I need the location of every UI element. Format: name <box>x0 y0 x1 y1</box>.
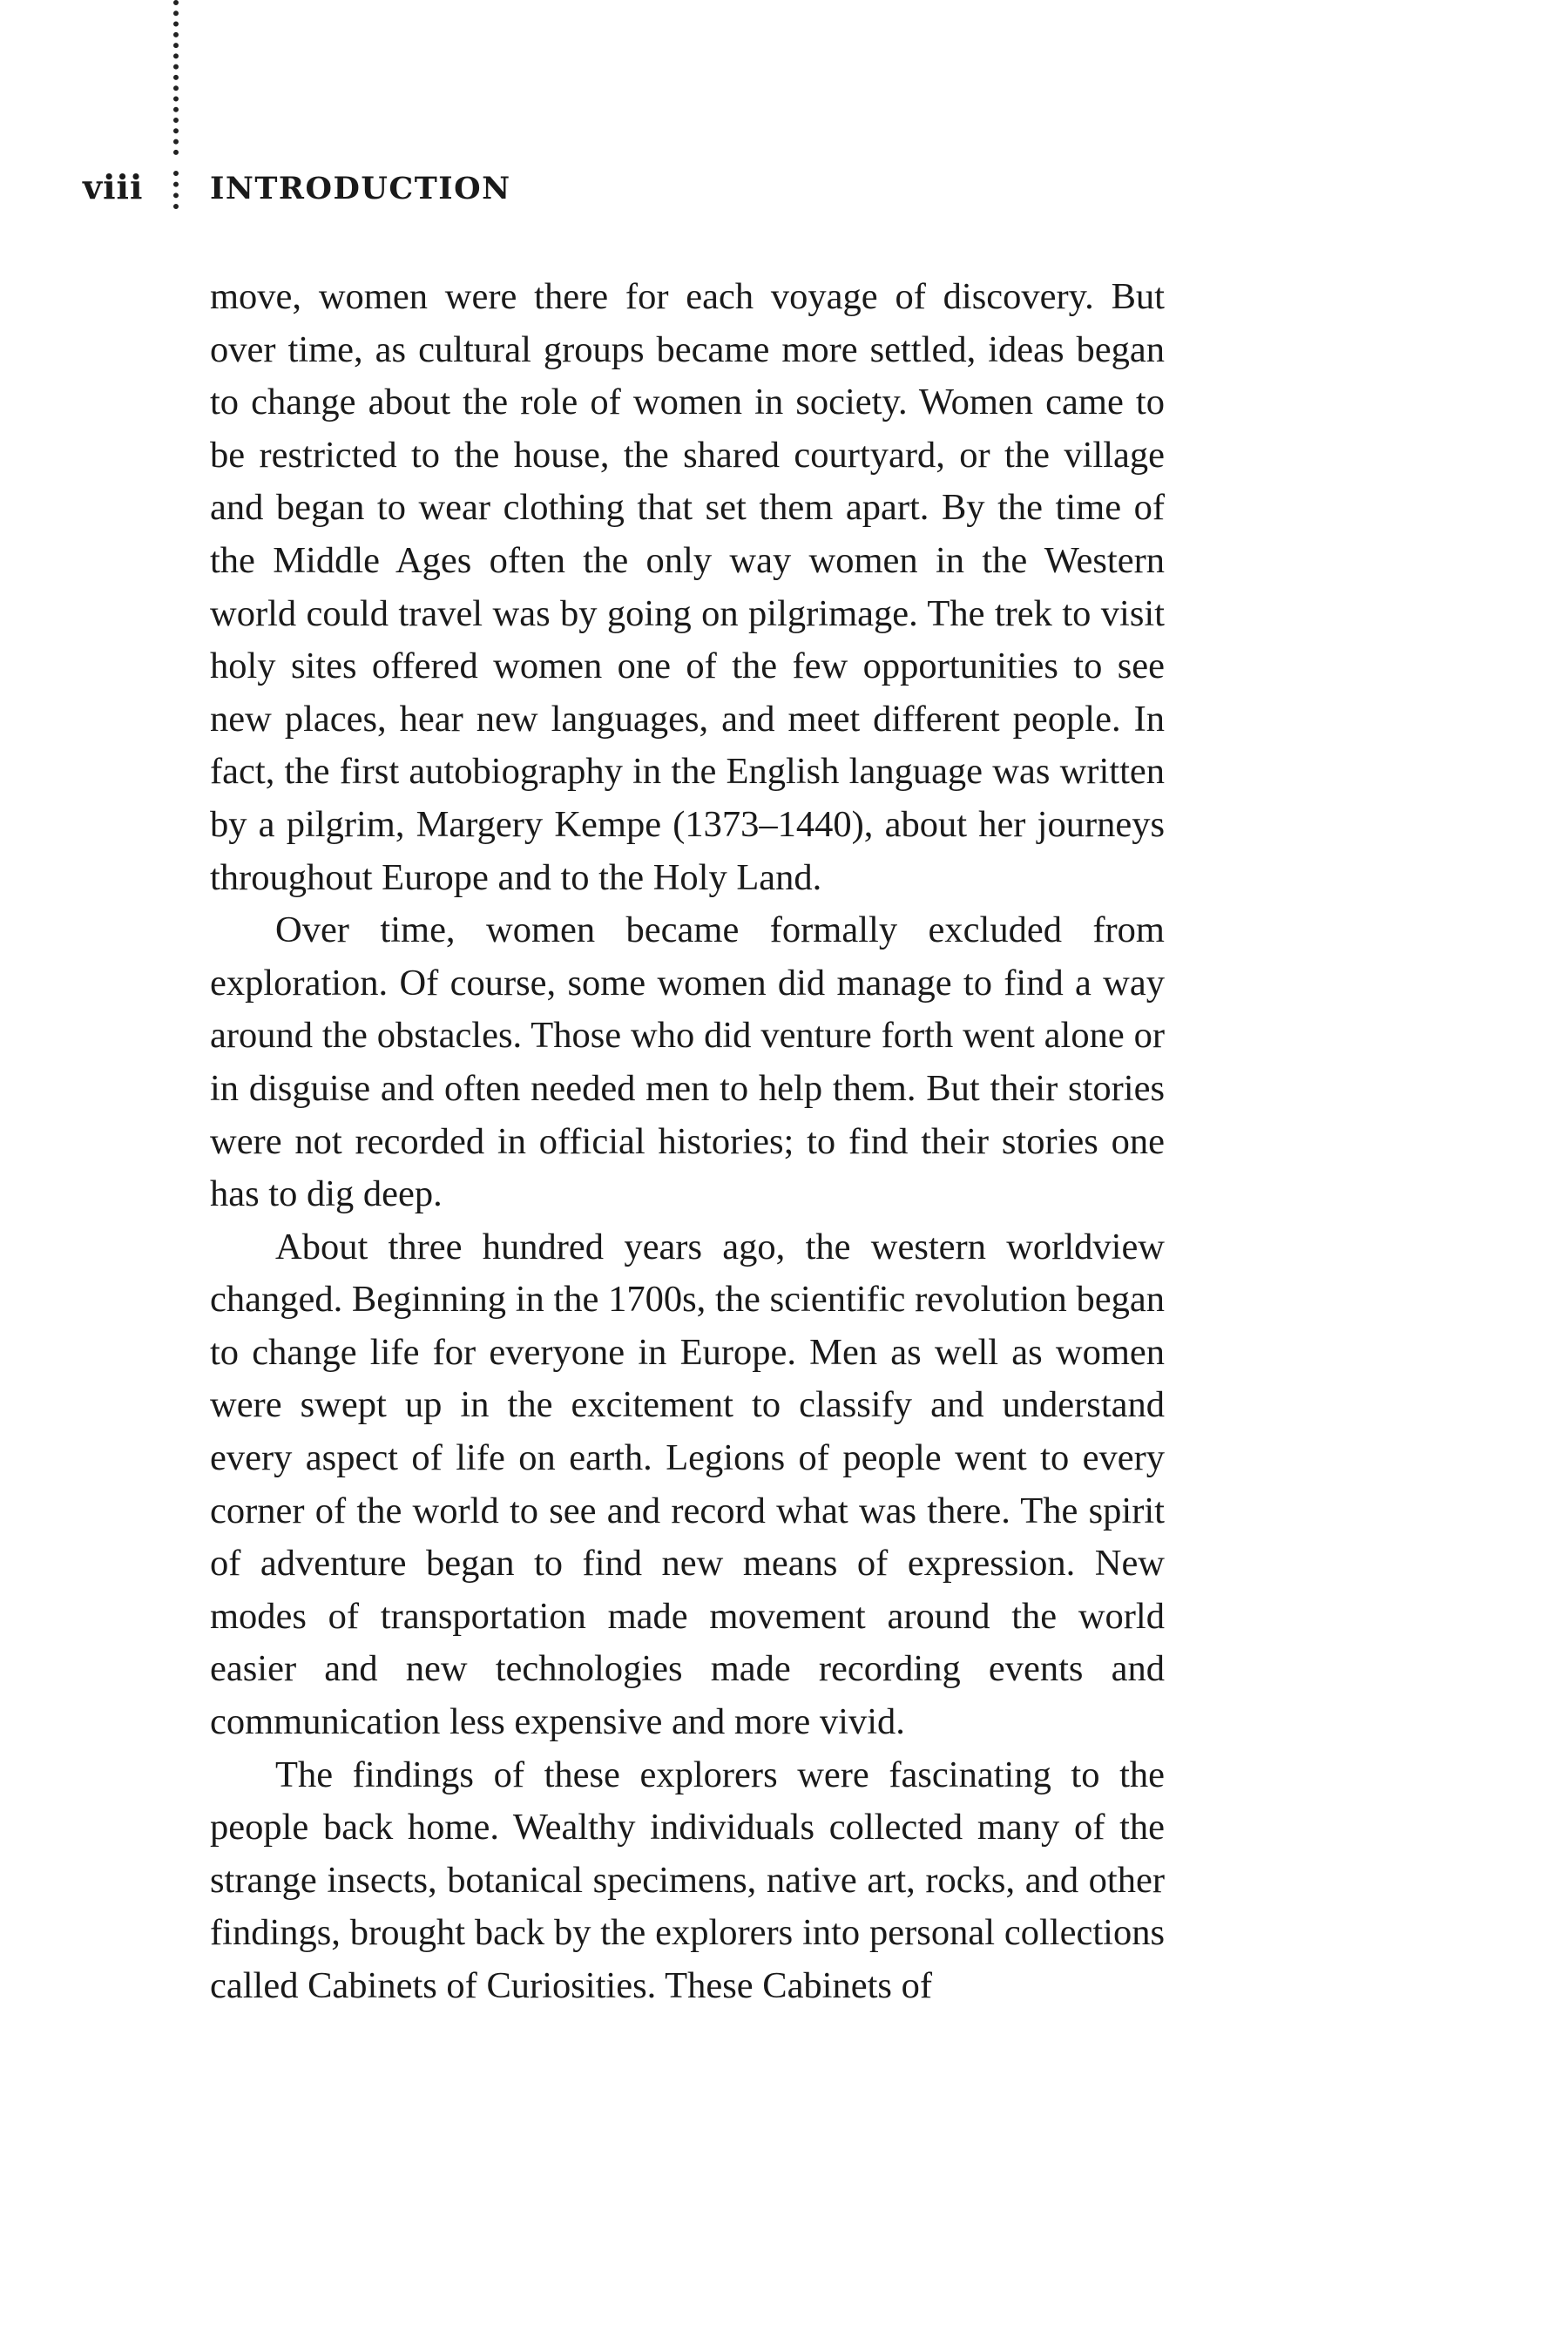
paragraph-3: About three hundred years ago, the western worldview changed. Beginning in the 1700s, the scientific revolution began to change life for everyone in Europe. Men as well as women were swept up in the excitement to classify and understand every aspect of life on earth. Legions of people went to every corner of the world to see and record what was there. The spirit of adventure began to find new means of expression. New modes of transportation made movement around the world easier and new technologies made recording events and communication less expensive and more vivid. <box>210 1226 1165 1743</box>
running-head: INTRODUCTION <box>210 171 511 206</box>
paragraph-4: The findings of these explorers were fascinating to the people back home. Wealthy individuals collected many of the strange insects, botanical specimens, native art, rocks, and other findings, brought back by the explorers into personal collections called Cabinets of Curiosities. These Cabinets of <box>210 1754 1165 2006</box>
dotted-rule-lower <box>173 171 179 209</box>
dotted-rule-upper <box>173 0 179 155</box>
paragraph-1: move, women were there for each voyage of discovery. But over time, as cultural groups became more settled, ideas began to change about the role of women in society. Women came to be restricted to the house, the shared courtyard, or the village and began to wear clothing that set them apart. By the time of the Middle Ages often the only way women in the Western world could travel was by going on pilgrimage. The trek to visit holy sites offered women one of the few opportunities to see new places, hear new languages, and meet different people. In fact, the first autobiography in the English language was written by a pilgrim, Margery Kempe (1373–1440), about her journeys throughout Europe and to the Holy Land. <box>210 276 1165 898</box>
page-number: viii <box>83 167 144 206</box>
body-text <box>210 271 1165 2013</box>
paragraph-2: Over time, women became formally excluded from exploration. Of course, some women did manage to find a way around the obstacles. Those who did venture forth went alone or in disguise and often needed men to help them. But their stories were not recorded in official histories; to find their stories one has to dig deep. <box>210 909 1165 1215</box>
